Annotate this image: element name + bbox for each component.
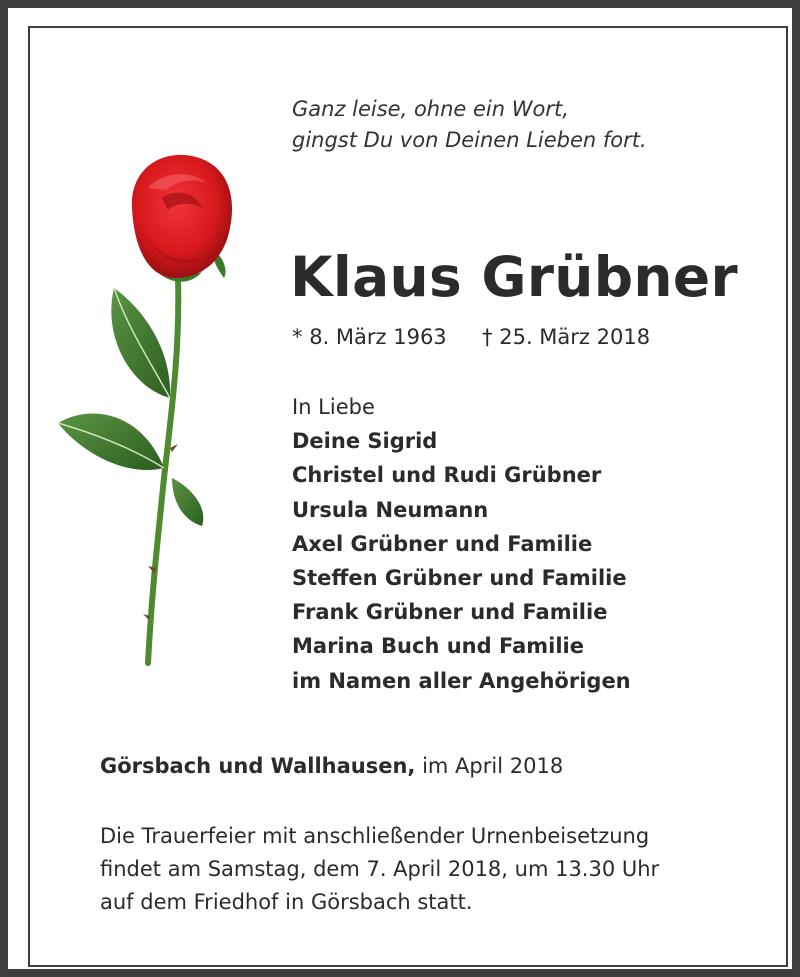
red-rose-icon <box>52 148 242 668</box>
notice-line: auf dem Friedhof in Görsbach statt. <box>100 890 473 914</box>
verse-line: gingst Du von Deinen Lieben fort. <box>292 128 647 152</box>
family-member: im Namen aller Angehörigen <box>292 668 631 693</box>
birth-date: 8. März 1963 <box>309 325 447 349</box>
verse <box>292 94 772 156</box>
place-date: im April 2018 <box>422 754 564 778</box>
birth-symbol: * <box>292 325 303 349</box>
notice-line: Die Trauerfeier mit anschließender Urnenbeisetzung <box>100 824 650 848</box>
place-location: Görsbach und Wallhausen, <box>100 754 416 778</box>
family-intro: In Liebe <box>292 395 375 419</box>
deceased-name: Klaus Grübner <box>290 245 738 309</box>
death-symbol: † <box>482 325 493 349</box>
family-member: Steffen Grübner und Familie <box>292 566 627 591</box>
death-date: 25. März 2018 <box>499 325 651 349</box>
family-list <box>292 390 772 698</box>
family-member: Ursula Neumann <box>292 497 489 522</box>
family-member: Marina Buch und Familie <box>292 634 584 659</box>
family-member: Christel und Rudi Grübner <box>292 463 602 488</box>
family-member: Axel Grübner und Familie <box>292 531 593 556</box>
place-and-date <box>100 750 780 782</box>
family-member: Deine Sigrid <box>292 429 438 454</box>
life-dates <box>292 322 772 352</box>
funeral-notice <box>100 820 780 919</box>
family-member: Frank Grübner und Familie <box>292 600 608 625</box>
notice-line: findet am Samstag, dem 7. April 2018, um 13.30 Uhr <box>100 857 660 881</box>
verse-line: Ganz leise, ohne ein Wort, <box>292 97 569 121</box>
